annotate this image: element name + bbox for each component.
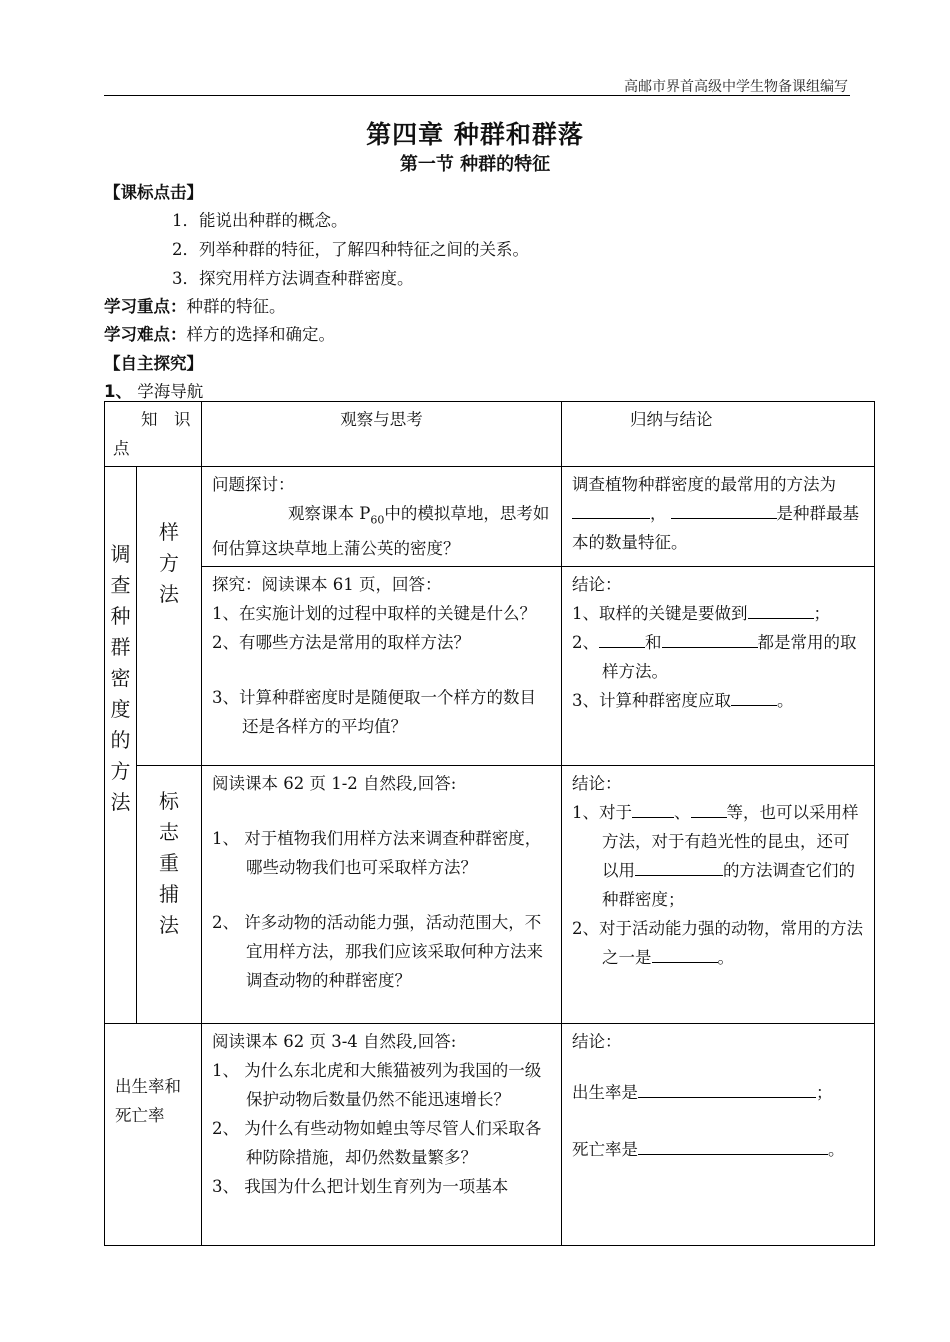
mark-label: 标志重捕法 <box>159 789 179 938</box>
section-1 <box>104 378 203 402</box>
mark-questions <box>202 766 562 1024</box>
question-item: 2、 许多动物的活动能力强，活动范围大，不宜用样方法，那我们应该采取何种方法来调查动物的种群密度？ <box>212 913 543 991</box>
fill-blank[interactable] <box>671 500 777 519</box>
study-table <box>104 401 875 1246</box>
quadrat-label-cell <box>137 467 202 766</box>
conclusion-item: 2、 和 都是常用的取样方法。 <box>572 628 864 686</box>
question-title: 阅读课本 62 页 1-2 自然段,回答: <box>212 774 457 794</box>
key-point <box>104 293 286 317</box>
fill-blank[interactable] <box>638 1136 828 1155</box>
quadrat-conclusion-1: 调查植物种群密度的最常用的方法为， 是种群最基本的数量特征。 <box>562 467 875 567</box>
header-observe: 观察与思考 <box>202 402 562 467</box>
conclusion-title: 结论： <box>572 774 622 794</box>
conclusion-item: 1、取样的关键是要做到 ； <box>572 599 864 628</box>
question-item: 3、计算种群密度时是随便取一个样方的数目还是各样方的平均值？ <box>212 688 536 737</box>
table-row <box>105 467 875 567</box>
section-title: 第一节 种群的特征 <box>399 154 551 175</box>
conclusion-item: 3、计算种群密度应取 。 <box>572 686 864 715</box>
question-title: 问题探讨： <box>212 475 295 494</box>
birth-label-cell <box>105 1024 202 1246</box>
mark-label-cell <box>137 766 202 1024</box>
conclusion-item: 2、对于活动能力强的动物，常用的方法之一是 。 <box>572 919 863 968</box>
header-text: 高邮市界首高级中学生物备课组编写 <box>624 79 848 95</box>
table-header-row <box>105 402 875 467</box>
fill-blank[interactable] <box>599 629 645 648</box>
header-rule <box>104 95 850 96</box>
difficulty <box>104 321 335 345</box>
fill-blank[interactable] <box>635 857 723 876</box>
fill-blank[interactable] <box>748 600 814 619</box>
chapter-title: 第四章 种群和群落 <box>366 120 584 149</box>
fill-blank[interactable] <box>691 799 727 818</box>
difficulty-label: 学习难点： <box>104 325 187 344</box>
birth-questions <box>202 1024 562 1246</box>
question-item: 1、 对于植物我们用样方法来调查种群密度，哪些动物我们也可采取样方法？ <box>212 829 542 878</box>
header-knowledge-b: 点 <box>113 439 130 458</box>
quadrat-label: 样方法 <box>159 520 179 606</box>
conclusion-item: 1、对于 、 等，也可以采用样方法，对于有趋光性的昆虫，还可以用 的方法调查它们的种群密度； <box>572 798 864 914</box>
fill-blank[interactable] <box>731 687 777 706</box>
standard-item: 3．探究用样方法调查种群密度。 <box>172 269 414 288</box>
table-row <box>105 766 875 1024</box>
question-text: 观察课本 $P_{60}$中的模拟草地，思考如何估算这块草地上蒲公英的密度？ <box>212 504 550 559</box>
key-point-label: 学习重点： <box>104 297 187 316</box>
explore-heading: 【自主探究】 <box>104 354 203 373</box>
table-row <box>105 1024 875 1246</box>
difficulty-text: 样方的选择和确定。 <box>186 325 335 344</box>
birth-label: 出生率和死亡率 <box>115 1077 181 1126</box>
fill-blank[interactable] <box>652 944 718 963</box>
question-title: 阅读课本 62 页 3-4 自然段,回答: <box>212 1032 457 1052</box>
standard-item: 1．能说出种群的概念。 <box>172 211 348 230</box>
mark-conclusion <box>562 766 875 1024</box>
standards-heading: 【课标点击】 <box>104 183 203 202</box>
standard-item: 2．列举种群的特征，了解四种特征之间的关系。 <box>172 240 529 259</box>
question-item: 1、 为什么东北虎和大熊猫被列为我国的一级保护动物后数量仍然不能迅速增长？ <box>212 1061 542 1110</box>
birth-conclusion <box>562 1024 875 1246</box>
fill-blank[interactable] <box>572 500 650 519</box>
question-item: 3、 我国为什么把计划生育列为一项基本 <box>212 1177 509 1197</box>
fill-blank[interactable] <box>638 1079 816 1098</box>
key-point-text: 种群的特征。 <box>186 297 286 316</box>
quadrat-question-2 <box>202 567 562 766</box>
conclusion-title: 结论： <box>572 1032 622 1052</box>
death-rate-line: 死亡率是 。 <box>572 1135 864 1164</box>
header-conclude: 归纳与结论 <box>562 402 875 467</box>
group-label: 调查种群密度的方法 <box>110 542 131 814</box>
quadrat-question-1 <box>202 467 562 567</box>
birth-rate-line: 出生率是 ； <box>572 1078 864 1107</box>
question-item: 2、有哪些方法是常用的取样方法？ <box>212 633 470 653</box>
fill-blank[interactable] <box>662 629 758 648</box>
group-label-cell <box>105 467 137 1024</box>
section-1-text: 学海导航 <box>137 382 204 401</box>
section-1-number: 1、 <box>104 382 132 401</box>
conclusion-title: 结论： <box>572 575 622 595</box>
fill-blank[interactable] <box>632 799 674 818</box>
question-title: 探究：阅读课本 61 页，回答： <box>212 575 442 595</box>
header-knowledge-a: 知 识 <box>141 410 191 429</box>
table-row <box>105 567 875 766</box>
question-item: 1、在实施计划的过程中取样的关键是什么？ <box>212 604 536 624</box>
question-item: 2、 为什么有些动物如蝗虫等尽管人们采取各种防除措施，却仍然数量繁多？ <box>212 1119 542 1168</box>
quadrat-conclusion-2 <box>562 567 875 766</box>
header-knowledge <box>105 402 202 467</box>
